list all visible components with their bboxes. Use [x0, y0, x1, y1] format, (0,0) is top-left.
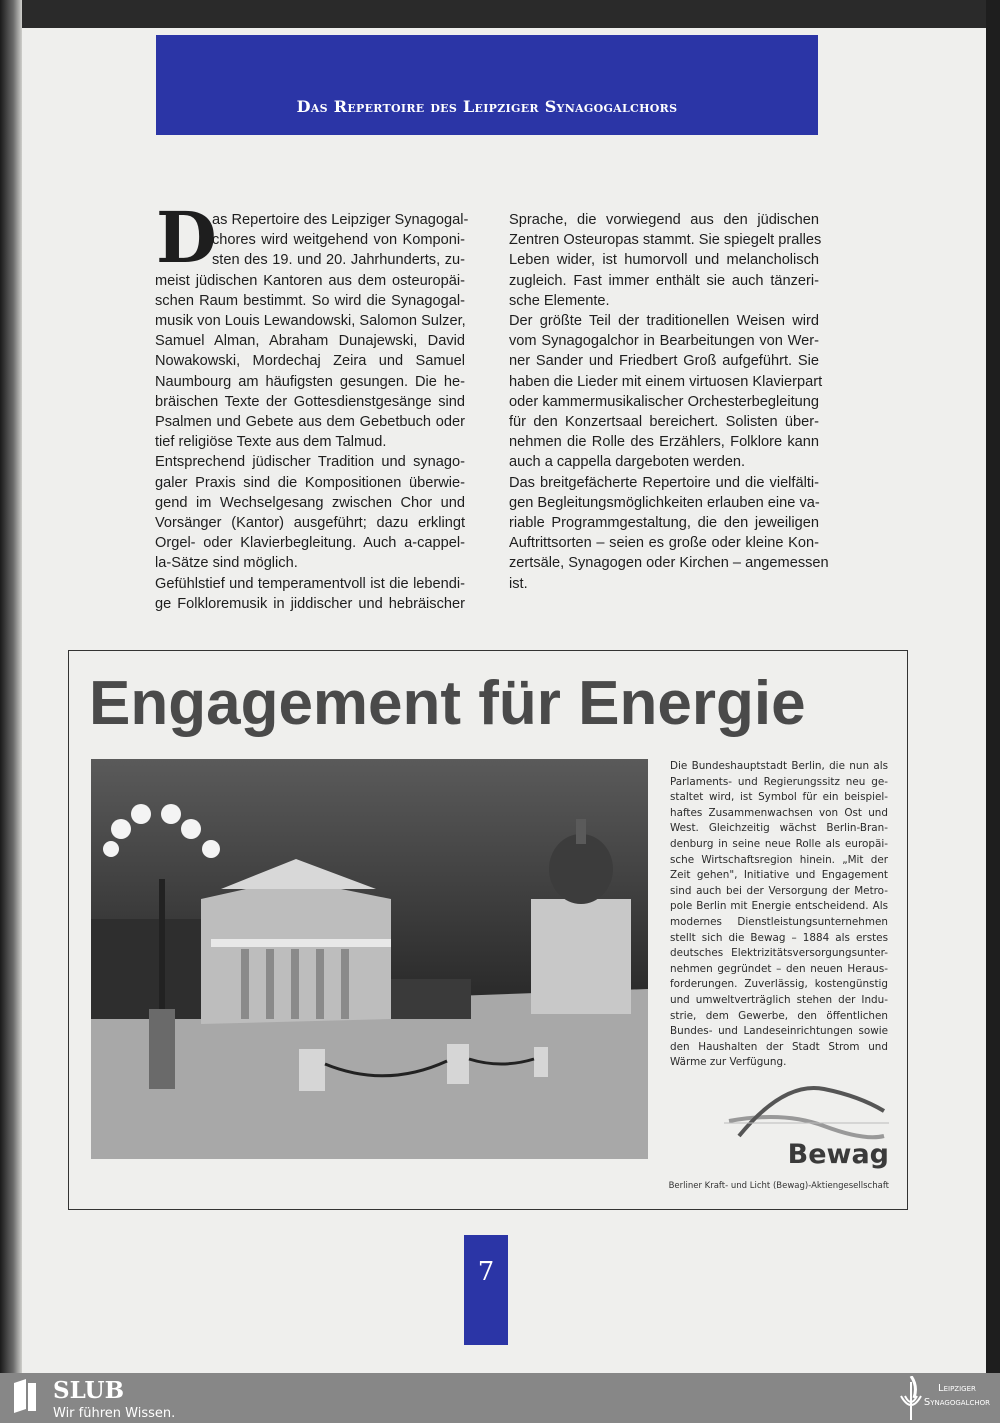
partner-line-2: Synagogalchor [923, 1397, 990, 1408]
article-left-column [155, 210, 469, 614]
advertisement [68, 650, 908, 1210]
ad-photo-gendarmenmarkt [91, 759, 648, 1159]
text-line: Naumbourg am häufigsten gesungen. Die he- [155, 373, 465, 390]
menorah-icon [898, 1376, 924, 1420]
text-line: schen Raum bestimmt. So wird die Synagogal- [155, 292, 465, 309]
text-line: Auftrittsorten – seien es große oder kleine Kon- [509, 535, 819, 552]
text-line: Entsprechend jüdischer Tradition und synago- [155, 454, 465, 471]
text-line: denburg in seine neue Rolle als europäi- [670, 837, 888, 850]
drop-cap: D [156, 196, 217, 279]
text-line: bräischen Texte der Gottesdienstgesänge sind [155, 393, 465, 410]
text-line: ist. [509, 575, 528, 592]
text-line: Orgel- oder Klavierbegleitung. Auch a-cappel- [155, 535, 465, 552]
text-line: den Haushalten der Stadt Strom und [670, 1040, 888, 1053]
text-line: vom Synagogalchor in Bearbeitungen von Wer- [509, 333, 819, 350]
ad-brand: Bewag [787, 1139, 889, 1170]
page-edge [986, 0, 1000, 1373]
slub-tagline: Wir führen Wissen. [53, 1406, 176, 1421]
text-line: Bundes- und Landeseinrichtungen sowie [670, 1025, 888, 1038]
text-line: sche Elemente. [509, 292, 610, 309]
text-line: nehmen die Rolle des Erzählers, Folklore kann [509, 434, 819, 451]
text-line: as Repertoire des Leipziger Synagogal- [212, 212, 469, 228]
text-line: Zeit gehen", Initiative und Engagement [670, 869, 888, 882]
text-line: West. Gleichzeitig wächst Berlin-Bran- [670, 822, 888, 835]
slub-logo[interactable]: SLUB [53, 1377, 125, 1404]
page-number: 7 [464, 1235, 508, 1345]
text-line: pole Berlin mit Energie entscheidend. Als [670, 900, 888, 913]
ad-brand-subtitle: Berliner Kraft- und Licht (Bewag)-Aktiengesellschaft [668, 1181, 889, 1191]
text-line: modernes Dienstleistungsunternehmen [670, 915, 888, 928]
slub-book-icon [12, 1379, 38, 1413]
text-line: Samuel Alman, Abraham Dunajewski, David [155, 333, 465, 350]
text-line: Die Bundeshauptstadt Berlin, die nun als [670, 760, 888, 772]
text-line: auch a cappella dargeboten werden. [509, 454, 746, 471]
text-line: Zentren Osteuropas stammt. Sie spiegelt pralles [509, 232, 822, 249]
text-line: für den Konzertsaal bereichert. Solisten über- [509, 414, 819, 431]
text-line: Vorsänger (Kantor) ausgeführt; dazu erklingt [155, 515, 465, 532]
text-line: strie, dem Gewerbe, den öffentlichen [670, 1009, 888, 1022]
book-spine [0, 0, 22, 1373]
text-line: ner Sander und Friedbert Groß aufgeführt. Sie [509, 353, 819, 370]
text-line: la-Sätze sind möglich. [155, 555, 298, 572]
text-line: Wärme zur Verfügung. [670, 1056, 787, 1069]
text-line: nehmen gegründet – den neuen Heraus- [670, 962, 888, 975]
text-line: und umweltverträglich stehen der Indu- [670, 993, 888, 1006]
text-line: Das breitgefächerte Repertoire und die vielfälti- [509, 474, 819, 491]
text-line: Parlaments- und Regierungssitz neu ge- [670, 775, 888, 788]
text-line: zertsäle, Synagogen oder Kirchen – angemessen [509, 555, 829, 572]
article-right-column [509, 210, 829, 594]
text-line: zugleich. Fast immer enthält sie auch tänzeri- [509, 272, 819, 289]
text-line: ge Folkloremusik in jiddischer und hebräischer [155, 595, 465, 612]
ad-body-text [670, 759, 888, 1071]
text-line: stellt sich die Bewag – 1884 als erstes [670, 931, 888, 944]
bewag-logo-icon [724, 1081, 889, 1141]
text-line: sind auch bei der Versorgung der Metro- [670, 884, 888, 897]
partner-logo-text[interactable] [924, 1382, 990, 1410]
text-line: staltet wird, ist Symbol für ein beispiel- [670, 791, 888, 804]
text-line: musik von Louis Lewandowski, Salomon Sulzer, [155, 313, 466, 330]
text-line: gend im Wechselgesang zwischen Chor und [155, 494, 465, 511]
section-header [156, 35, 818, 135]
text-line: tief religiöse Texte aus dem Talmud. [155, 434, 387, 451]
text-line: meist jüdischen Kantoren aus dem osteuropäi- [155, 272, 465, 289]
text-line: Sprache, die vorwiegend aus den jüdischen [509, 212, 819, 228]
footer-bar [0, 1373, 1000, 1423]
text-line: haftes Zusammenwachsen von Ost und [670, 806, 888, 819]
text-line: Gefühlstief und temperamentvoll ist die lebendi- [155, 575, 465, 592]
text-line: oder kammermusikalischer Orchesterbegleitung [509, 393, 819, 410]
text-line: gen Begleitungsmöglichkeiten erlauben eine va- [509, 494, 820, 511]
text-line: chores wird weitgehend von Komponi- [212, 232, 465, 249]
text-line: haben die Lieder mit einem virtuosen Klavierpart [509, 373, 823, 390]
text-line: galer Praxis sind die Kompositionen überwie- [155, 474, 465, 491]
text-line: deutsches Elektrizitätsversorgungsunter- [670, 947, 888, 960]
text-line: Der größte Teil der traditionellen Weisen wird [509, 313, 819, 330]
text-line: Leben wider, ist humorvoll und melancholisch [509, 252, 819, 269]
text-line: riable Programmgestaltung, die den jeweiligen [509, 515, 819, 532]
text-line: forderungen. Zuverlässig, kostengünstig [670, 978, 888, 991]
section-title: Das Repertoire des Leipziger Synagogalchors [296, 97, 678, 116]
text-line: Psalmen und Gebete aus dem Gebetbuch oder [155, 414, 465, 431]
text-line: sten des 19. und 20. Jahrhunderts, zu- [212, 252, 465, 269]
text-line: sche Wirtschaftsregion hinein. „Mit der [670, 853, 888, 866]
ad-title: Engagement für Energie [89, 669, 806, 738]
partner-line-1: Leipziger [938, 1383, 976, 1394]
text-line: Nowakowski, Mordechaj Zeira und Samuel [155, 353, 465, 370]
